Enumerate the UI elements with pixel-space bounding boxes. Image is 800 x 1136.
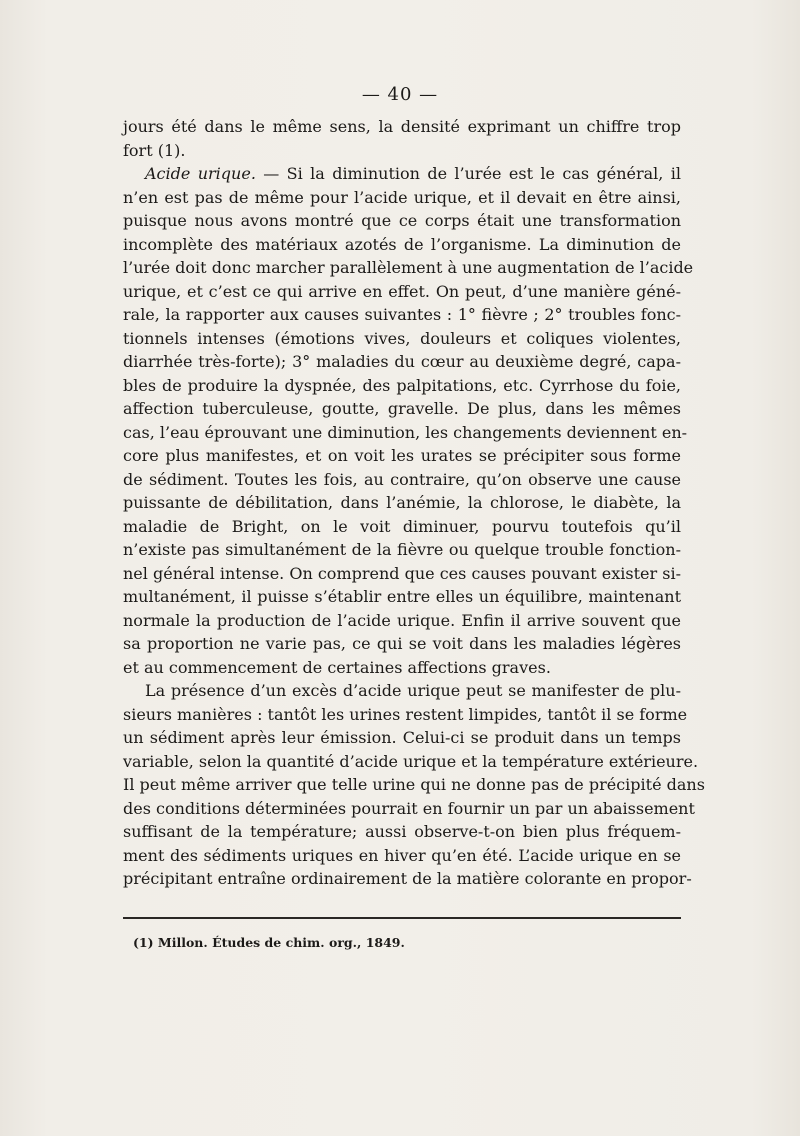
line-text: diarrhée très-forte); 3° maladies du cœur au deuxième degré, capa- (123, 352, 681, 371)
line-text: jours été dans le même sens, la densité exprimant un chiffre trop (123, 117, 681, 136)
line-text: cas, l’eau éprouvant une diminution, les changements deviennent en- (123, 422, 688, 442)
line-text: incomplète des matériaux azotés de l’organisme. La diminution de (123, 234, 681, 254)
text-line (123, 703, 688, 727)
footnote-divider (123, 917, 681, 919)
line-text: urique, et c’est ce qui arrive en effet. On peut, d’une manière géné- (123, 281, 681, 301)
line-text: affection tuberculeuse, goutte, gravelle. De plus, dans les mêmes (123, 399, 681, 418)
text-line (123, 303, 681, 327)
section-heading-italic: Acide urique. (145, 164, 256, 183)
text-line (123, 844, 681, 868)
text-line (123, 374, 681, 398)
line-text: multanément, il puisse s’établir entre elles un équilibre, maintenant (123, 587, 681, 606)
line-text: rale, la rapporter aux causes suivantes : 1° fièvre ; 2° troubles fonc- (123, 305, 681, 324)
line-text: variable, selon la quantité d’acide urique et la température extérieure. (123, 751, 699, 771)
line-text: normale la production de l’acide urique. Enfin il arrive souvent que (123, 610, 681, 630)
line-text: puissante de débilitation, dans l’anémie, la chlorose, le diabète, la (123, 493, 681, 512)
line-text: et au commencement de certaines affections graves. (123, 657, 551, 677)
line-text: tionnels intenses (émotions vives, douleurs et coliques violentes, (123, 328, 681, 348)
line-text: n’en est pas de même pour l’acide urique, et il devait en être ainsi, (123, 187, 681, 207)
text-line (123, 515, 681, 539)
text-line (123, 209, 681, 233)
text-line (123, 797, 695, 821)
text-line (123, 773, 705, 797)
text-line (123, 609, 681, 633)
text-line (123, 186, 681, 210)
text-line (123, 562, 681, 586)
line-text: ment des sédiments uriques en hiver qu’en été. L’acide urique en se (123, 845, 681, 865)
text-line (123, 280, 681, 304)
text-line (123, 585, 681, 609)
line-text: nel général intense. On comprend que ces causes pouvant exister si- (123, 563, 681, 583)
line-text: précipitant entraîne ordinairement de la matière colorante en propor- (123, 869, 692, 888)
text-line (123, 679, 681, 703)
line-text: — Si la diminution de l’urée est le cas général, il (255, 164, 681, 183)
text-line (123, 538, 681, 562)
text-line (123, 139, 681, 163)
text-line (123, 656, 681, 680)
line-text: suffisant de la température; aussi observe-t-on bien plus fréquem- (123, 822, 681, 841)
line-text: fort (1). (123, 140, 186, 160)
text-line (123, 820, 681, 844)
line-text: puisque nous avons montré que ce corps était une transformation (123, 211, 681, 230)
text-line (123, 397, 681, 421)
line-text: n’existe pas simultanément de la fièvre ou quelque trouble fonction- (123, 540, 681, 559)
line-text: des conditions déterminées pourrait en fournir un par un abaissement (123, 798, 695, 818)
text-line (123, 750, 699, 774)
line-text: La présence d’un excès d’acide urique peut se manifester de plu- (145, 681, 681, 700)
line-text: Il peut même arriver que telle urine qui ne donne pas de précipité dans (123, 775, 705, 794)
text-line (123, 632, 681, 656)
line-text: l’urée doit donc marcher parallèlement à une augmentation de l’acide (123, 258, 694, 277)
page-number: — 40 — (361, 84, 439, 105)
text-line (123, 256, 694, 280)
text-line (123, 421, 688, 445)
text-line (123, 233, 681, 257)
text-line (123, 444, 681, 468)
line-text: bles de produire la dyspnée, des palpitations, etc. Cyrrhose du foie, (123, 375, 681, 395)
text-line (123, 350, 681, 374)
text-line (123, 115, 681, 139)
line-text: de sédiment. Toutes les fois, au contraire, qu’on observe une cause (123, 469, 681, 489)
text-line (123, 468, 681, 492)
line-text: maladie de Bright, on le voit diminuer, pourvu toutefois qu’il (123, 516, 681, 536)
text-line (123, 726, 681, 750)
text-line (123, 867, 692, 891)
line-text: sa proportion ne varie pas, ce qui se voit dans les maladies légères (123, 634, 681, 653)
line-text: un sédiment après leur émission. Celui-ci se produit dans un temps (123, 728, 681, 747)
body-text (123, 115, 705, 891)
line-text: core plus manifestes, et on voit les urates se précipiter sous forme (123, 446, 681, 465)
footnote: (1) Millon. Études de chim. org., 1849. (133, 935, 405, 950)
line-text: sieurs manières : tantôt les urines restent limpides, tantôt il se forme (123, 704, 688, 724)
text-line (123, 491, 681, 515)
text-line (123, 327, 681, 351)
text-line (123, 162, 681, 186)
